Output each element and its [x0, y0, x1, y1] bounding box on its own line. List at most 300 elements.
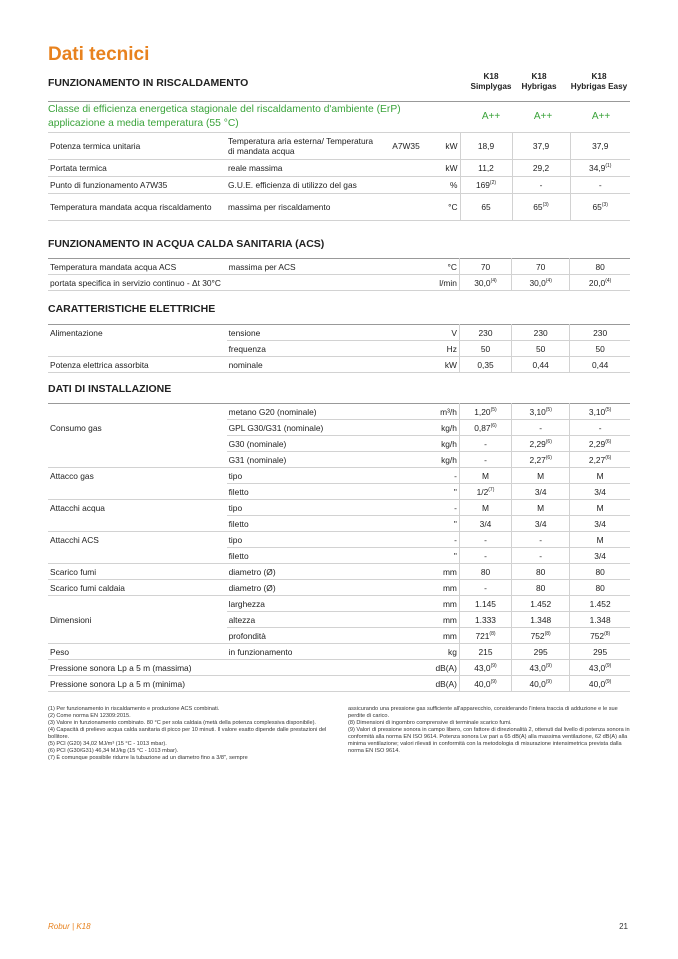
install-row-value-3	[570, 468, 630, 484]
heating-table	[48, 132, 630, 221]
install-row-value-3	[570, 516, 630, 532]
install-row-value-2	[512, 404, 570, 420]
elec-row-value-3-text: 50	[595, 343, 605, 354]
install-row-note-3: (5)	[605, 406, 612, 413]
erp-value-2: A++	[533, 111, 553, 122]
footnote: (7) È comunque possibile ridurre la tubazione ad un diametro fino a 3/8", sempre	[48, 755, 248, 761]
heating-row-value-2	[512, 160, 570, 177]
acs-row-value-3-text: 80	[595, 261, 605, 272]
heating-row-note-2: (3)	[542, 202, 549, 209]
elec-row-label: Potenza elettrica assorbita	[48, 357, 227, 373]
heating-row-value-3	[570, 177, 630, 194]
install-row-label	[48, 436, 227, 452]
install-row-value-3-text: 3/4	[594, 550, 606, 561]
install-row	[48, 516, 630, 532]
install-row-unit: mm	[409, 580, 459, 596]
install-row-value-2-text: -	[539, 550, 543, 561]
elec-table	[48, 324, 630, 373]
install-row-value-1-text: 80	[480, 566, 491, 577]
install-row-value-1-text: 40,0	[474, 678, 491, 689]
heating-row-value-2-text: -	[539, 180, 543, 190]
install-row-label	[48, 548, 227, 564]
install-row-condition: filetto	[227, 484, 410, 500]
elec-row-value-2	[512, 341, 570, 357]
install-row-value-3-text: 752	[590, 630, 605, 641]
install-row-unit: kg/h	[409, 420, 459, 436]
heating-row-extra	[378, 160, 434, 177]
elec-row-value-1-text: 0,35	[477, 359, 494, 370]
acs-row	[48, 259, 630, 275]
install-row-value-2-text: 40,0	[529, 678, 546, 689]
footnote: (1) Per funzionamento in riscaldamento e produzione ACS combinati.	[48, 706, 220, 712]
install-row-value-3-text: 3/4	[594, 518, 606, 529]
install-row-value-3	[570, 548, 630, 564]
acs-table	[48, 258, 630, 291]
install-row-value-3	[570, 500, 630, 516]
elec-row-value-1	[459, 325, 511, 341]
install-row-condition: filetto	[227, 516, 410, 532]
install-row-condition: tipo	[227, 468, 410, 484]
elec-row-value-2-text: 0,44	[532, 359, 549, 370]
acs-row	[48, 275, 630, 291]
install-row-value-3	[570, 612, 630, 628]
install-row-condition: diametro (Ø)	[227, 580, 410, 596]
install-row-unit: "	[409, 484, 459, 500]
elec-row-value-2	[512, 357, 570, 373]
install-row-value-2-text: 752	[530, 630, 545, 641]
install-row-condition: profondità	[227, 628, 410, 644]
heating-row-label: Portata termica	[48, 160, 226, 177]
install-row	[48, 628, 630, 644]
install-row-value-1	[459, 612, 511, 628]
elec-row	[48, 341, 630, 357]
install-row-value-2	[512, 612, 570, 628]
install-row-label: Dimensioni	[50, 614, 92, 625]
install-row-label: Attacco gas	[50, 470, 94, 481]
install-row-value-3	[570, 580, 630, 596]
install-row-value-1	[459, 596, 511, 612]
install-row-note-1: (7)	[488, 486, 495, 493]
install-row-value-3	[570, 404, 630, 420]
heating-row-value-2	[512, 132, 570, 160]
column-header-2	[510, 72, 568, 92]
install-row-condition: G30 (nominale)	[227, 436, 410, 452]
heating-row-label: Punto di funzionamento A7W35	[48, 177, 226, 194]
install-row-note-2: (9)	[545, 678, 552, 685]
elec-row	[48, 325, 630, 341]
heating-row-condition: G.U.E. efficienza di utilizzo del gas	[226, 177, 378, 194]
install-row-value-2	[512, 500, 570, 516]
acs-row-condition	[227, 275, 410, 291]
install-row-value-2-text: M	[537, 470, 545, 481]
heating-row-unit: °C	[434, 194, 460, 221]
install-row-note-1: (6)	[490, 422, 497, 429]
install-row	[48, 644, 630, 660]
install-row-value-1-text: -	[484, 438, 487, 449]
install-row	[48, 580, 630, 596]
install-row	[48, 436, 630, 452]
install-row-label	[48, 628, 227, 644]
erp-value-3: A++	[591, 111, 611, 122]
elec-row-label: Alimentazione	[50, 327, 103, 338]
install-row-value-3-text: 1.348	[589, 614, 611, 625]
install-row-value-3-text: 80	[595, 582, 605, 593]
install-row-label	[48, 484, 227, 500]
install-row-unit: kg/h	[409, 452, 459, 468]
install-row-value-3-text: 3,10	[588, 406, 606, 417]
install-row-value-2	[512, 468, 570, 484]
page-title: Dati tecnici	[48, 44, 150, 65]
install-row-value-2	[512, 452, 570, 468]
heating-row	[48, 177, 630, 194]
heating-row-value-3	[570, 132, 630, 160]
install-row-condition: filetto	[227, 548, 410, 564]
install-row-value-2-text: 80	[536, 566, 546, 577]
heating-row-value-3-text: 37,9	[592, 140, 609, 151]
install-row-condition: larghezza	[227, 596, 410, 612]
acs-row-label: Temperatura mandata acqua ACS	[48, 259, 227, 275]
heating-row-value-1-text: 18,9	[477, 140, 495, 151]
acs-row-value-2-text: 70	[536, 261, 546, 272]
elec-row-unit: V	[409, 325, 459, 341]
install-row-note-1: (5)	[490, 406, 497, 413]
heating-row-value-2	[512, 194, 570, 221]
install-row-value-3	[570, 436, 630, 452]
install-row-unit: kg	[409, 644, 459, 660]
erp-row	[48, 101, 630, 133]
install-row-label	[48, 596, 227, 612]
install-row-value-1	[459, 436, 511, 452]
heating-row-unit: kW	[434, 132, 460, 160]
install-row-value-1	[459, 420, 511, 436]
footer-page-number: 21	[619, 922, 628, 931]
acs-row-note-2: (4)	[545, 277, 552, 284]
install-row-value-3-text: -	[598, 422, 602, 433]
install-row-value-3	[570, 660, 630, 676]
install-row-value-3-text: 80	[595, 566, 605, 577]
install-row-unit: mm	[409, 628, 459, 644]
install-row-note-3: (6)	[605, 454, 612, 461]
install-row-unit: -	[409, 500, 459, 516]
install-row-value-1-text: 1.145	[475, 598, 496, 609]
install-row	[48, 612, 630, 628]
install-row-condition: tipo	[227, 532, 410, 548]
install-row-value-1-text: -	[484, 534, 487, 545]
acs-row-unit: l/min	[409, 275, 459, 291]
elec-row-unit: kW	[409, 357, 459, 373]
install-row-label: Scarico fumi caldaia	[48, 580, 227, 596]
heating-row-value-2-text: 37,9	[532, 140, 550, 151]
elec-row-value-3	[570, 357, 630, 373]
install-row-value-2	[512, 580, 570, 596]
install-row-condition: G31 (nominale)	[227, 452, 410, 468]
installation-table	[48, 403, 630, 692]
install-row-value-1-text: 0,87	[474, 422, 491, 433]
install-row	[48, 420, 630, 436]
heating-row	[48, 132, 630, 160]
install-row-value-1	[459, 500, 511, 516]
install-row	[48, 660, 630, 676]
install-row-note-3: (9)	[605, 678, 612, 685]
heating-row-condition: reale massima	[226, 160, 378, 177]
install-row-note-2: (5)	[545, 406, 552, 413]
install-row-unit: -	[409, 532, 459, 548]
column-header-1-line1: K18	[483, 72, 499, 81]
install-row-value-3	[570, 564, 630, 580]
install-row-value-1-text: M	[482, 470, 489, 481]
heating-row-value-2-text: 65	[533, 202, 543, 212]
heating-row-unit: kW	[434, 160, 460, 177]
install-row-unit: dB(A)	[409, 676, 459, 692]
install-row-value-1	[459, 548, 511, 564]
acs-row-value-1-text: 70	[480, 261, 491, 272]
install-row-value-3	[570, 532, 630, 548]
install-row-value-3-text: M	[596, 502, 604, 513]
heating-row-note-3: (3)	[601, 202, 608, 209]
install-row-note-2: (6)	[545, 438, 552, 445]
install-row	[48, 468, 630, 484]
footnotes-left	[48, 706, 330, 762]
install-row-value-1-text: 1,20	[474, 406, 491, 417]
acs-row-value-3	[570, 275, 630, 291]
install-row-value-3	[570, 676, 630, 692]
install-row-value-2-text: 1.452	[530, 598, 552, 609]
install-row-value-3-text: 295	[593, 646, 608, 657]
install-row-label: Attacchi acqua	[50, 502, 105, 513]
install-row-value-3-text: 3/4	[594, 486, 606, 497]
install-row	[48, 452, 630, 468]
install-row-value-3-text: 43,0	[588, 662, 606, 673]
install-row-value-3	[570, 628, 630, 644]
install-row-value-1	[459, 484, 511, 500]
elec-row-unit: Hz	[409, 341, 459, 357]
elec-row-value-1-text: 230	[478, 327, 493, 338]
install-row-label	[48, 452, 227, 468]
install-row-unit: "	[409, 548, 459, 564]
install-row-condition: metano G20 (nominale)	[227, 404, 410, 420]
install-row-value-1	[459, 468, 511, 484]
install-row-value-2	[512, 644, 570, 660]
heating-row-value-2	[512, 177, 570, 194]
heating-row-value-1-text: 169	[475, 180, 490, 190]
footnote: (9) Valori di pressione sonora in campo libero, con fattore di direzionalità 2, ottenuti dal livello di potenza sonora in conformità alla norma EN ISO 9614. Potenza sonora Lw pari a 65 dB(A) alla massima ventilazione, 62 dB(A) alla minima ventilazione; valori rilevati in conformità con la metodologia di misurazione intensimetrica prevista dalla norma EN ISO 9614.	[348, 727, 630, 754]
install-row-value-2-text: 1.348	[530, 614, 552, 625]
install-row	[48, 404, 630, 420]
install-row-note-1: (8)	[489, 630, 496, 637]
install-row-value-1	[459, 532, 511, 548]
install-row-value-3	[570, 452, 630, 468]
install-row-value-2-text: -	[539, 534, 543, 545]
elec-row-value-3	[570, 325, 630, 341]
elec-row-condition: frequenza	[227, 341, 410, 357]
install-row	[48, 548, 630, 564]
install-row-value-2-text: -	[539, 422, 543, 433]
elec-row-value-2-text: 230	[533, 327, 548, 338]
install-row-value-1-text: 3/4	[479, 518, 492, 529]
install-row-note-2: (6)	[545, 454, 552, 461]
install-row-value-1-text: 43,0	[474, 662, 491, 673]
install-row-note-3: (8)	[604, 630, 611, 637]
column-header-2-line2: Hybrigas	[521, 82, 557, 91]
install-row-unit: mm	[409, 612, 459, 628]
erp-label: Classe di efficienza energetica stagionale del riscaldamento d'ambiente (ErP) applicazione a media temperatura (55 °C)	[48, 104, 401, 129]
heating-row-value-1	[460, 160, 512, 177]
heating-row-value-1	[460, 132, 512, 160]
install-row-value-1	[459, 452, 511, 468]
install-row-label: Consumo gas	[50, 422, 102, 433]
install-row-value-3-text: 2,29	[588, 438, 606, 449]
heating-row-note-1: (2)	[489, 180, 497, 187]
install-row-label: Pressione sonora Lp a 5 m (minima)	[48, 676, 227, 692]
install-row-condition: tipo	[227, 500, 410, 516]
elec-row-value-2-text: 50	[536, 343, 546, 354]
footer-brand: Robur | K18	[48, 922, 91, 931]
elec-row-value-2	[512, 325, 570, 341]
install-row-note-2: (9)	[545, 662, 552, 669]
install-row-label	[48, 516, 227, 532]
install-row-value-3-text: M	[596, 534, 604, 545]
footnote: assicurando una pressione gas sufficiente all'apparecchio, considerando l'intera traccia di adduzione e le sue perdite di carico.	[348, 706, 618, 719]
heating-row-extra	[378, 177, 434, 194]
elec-row-condition: tensione	[227, 325, 410, 341]
install-row-value-2-text: 80	[536, 582, 546, 593]
elec-row	[48, 357, 630, 373]
install-row-note-1: (9)	[490, 678, 497, 685]
elec-row-value-1	[459, 341, 511, 357]
section-elec-title: CARATTERISTICHE ELETTRICHE	[48, 303, 216, 315]
install-row-value-1	[459, 580, 511, 596]
install-row-note-1: (9)	[490, 662, 497, 669]
install-row-value-2	[512, 660, 570, 676]
heating-row-value-1-text: 11,2	[478, 163, 494, 173]
install-row-value-1-text: 215	[478, 646, 493, 657]
heating-row-extra: A7W35	[378, 132, 434, 160]
heating-row-value-2-text: 29,2	[532, 163, 550, 173]
install-row-label: Pressione sonora Lp a 5 m (massima)	[48, 660, 227, 676]
install-row	[48, 532, 630, 548]
install-row-value-2	[512, 420, 570, 436]
column-header-1-line2: Simplygas	[470, 82, 512, 91]
install-row-note-3: (6)	[605, 438, 612, 445]
install-row-value-1	[459, 404, 511, 420]
elec-row-condition: nominale	[227, 357, 410, 373]
column-header-2-line1: K18	[531, 72, 547, 81]
heating-row-condition: Temperatura aria esterna/ Temperatura di mandata acqua	[226, 132, 378, 160]
footnote: (2) Come norma EN 12309:2015.	[48, 713, 131, 719]
install-row-value-2	[512, 532, 570, 548]
install-row-unit: -	[409, 468, 459, 484]
install-row	[48, 564, 630, 580]
install-row-value-1-text: -	[484, 550, 487, 561]
heating-row-label: Temperatura mandata acqua riscaldamento	[48, 194, 226, 221]
install-row-unit: dB(A)	[409, 660, 459, 676]
elec-row-label	[48, 341, 227, 357]
install-row-value-2-text: 43,0	[529, 662, 546, 673]
install-row-value-1	[459, 676, 511, 692]
acs-row-value-1-text: 30,0	[474, 277, 491, 288]
install-row-value-1-text: 1.333	[475, 614, 496, 625]
footnote: (5) PCI (G20) 34,02 MJ/m³ (15 °C - 1013 mbar).	[48, 741, 167, 747]
heating-row-note-3: (1)	[605, 163, 612, 170]
install-row-label: Attacchi ACS	[50, 534, 99, 545]
heating-row-value-3	[570, 194, 630, 221]
install-row-value-3-text: M	[596, 470, 604, 481]
heating-row-condition: massima per riscaldamento	[226, 194, 378, 221]
elec-row-value-3	[570, 341, 630, 357]
install-row-unit: kg/h	[409, 436, 459, 452]
install-row-label	[48, 404, 227, 420]
elec-row-value-1-text: 50	[480, 343, 491, 354]
install-row-condition	[227, 660, 410, 676]
footnote: (8) Dimensioni di ingombro comprensive di terminale scarico fumi.	[348, 720, 512, 726]
install-row-label: Scarico fumi	[48, 564, 227, 580]
install-row-value-2	[512, 516, 570, 532]
heating-row	[48, 194, 630, 221]
install-row-value-3	[570, 420, 630, 436]
install-row-value-2-text: M	[537, 502, 545, 513]
acs-row-note-3: (4)	[605, 277, 612, 284]
install-row-value-2	[512, 548, 570, 564]
install-row-value-3	[570, 596, 630, 612]
install-row-value-2-text: 2,27	[529, 454, 546, 465]
install-row-unit: "	[409, 516, 459, 532]
acs-row-value-1	[459, 275, 511, 291]
acs-row-note-1: (4)	[490, 277, 497, 284]
heating-row-value-1	[460, 194, 512, 221]
install-row-value-1	[459, 564, 511, 580]
install-row	[48, 596, 630, 612]
footnote: (4) Capacità di prelievo acqua calda sanitaria di picco per 10 minuti. Il valore esatto dipende dalle prestazioni del bollitore.	[48, 727, 327, 740]
install-row-condition: GPL G30/G31 (nominale)	[227, 420, 410, 436]
footnotes-right	[348, 706, 630, 755]
install-row-unit: mm	[409, 596, 459, 612]
heating-row-value-3-text: 34,9	[589, 163, 606, 173]
install-row-value-3	[570, 484, 630, 500]
elec-row-value-1	[459, 357, 511, 373]
acs-row-value-1	[459, 259, 511, 275]
install-row-value-2-text: 3/4	[534, 518, 547, 529]
install-row-value-2-text: 3/4	[534, 486, 547, 497]
install-row-value-1-text: 721	[475, 630, 490, 641]
erp-value-1: A++	[481, 111, 501, 122]
column-header-3-line2: Hybrigas Easy	[570, 82, 628, 91]
heating-row-value-3-text: -	[598, 180, 602, 190]
acs-row-value-2	[512, 275, 570, 291]
install-row-value-3-text: 2,27	[588, 454, 606, 465]
install-row-value-2-text: 2,29	[529, 438, 546, 449]
install-row	[48, 500, 630, 516]
install-row-value-2	[512, 564, 570, 580]
heating-row-value-1-text: 65	[481, 202, 491, 212]
install-row-value-2	[512, 436, 570, 452]
column-header-3-line1: K18	[591, 72, 607, 81]
acs-row-value-3-text: 20,0	[588, 277, 606, 288]
acs-row-value-2	[512, 259, 570, 275]
install-row-value-2	[512, 596, 570, 612]
install-row-value-1	[459, 628, 511, 644]
install-row	[48, 676, 630, 692]
install-row-unit: mm	[409, 564, 459, 580]
install-row-value-1	[459, 644, 511, 660]
install-row-value-1-text: 1/2	[476, 486, 489, 497]
section-inst-title: DATI DI INSTALLAZIONE	[48, 383, 172, 395]
heating-row	[48, 160, 630, 177]
heating-row-extra	[378, 194, 434, 221]
install-row-condition: altezza	[227, 612, 410, 628]
heating-row-value-3	[570, 160, 630, 177]
acs-row-value-2-text: 30,0	[529, 277, 546, 288]
install-row-value-2	[512, 484, 570, 500]
